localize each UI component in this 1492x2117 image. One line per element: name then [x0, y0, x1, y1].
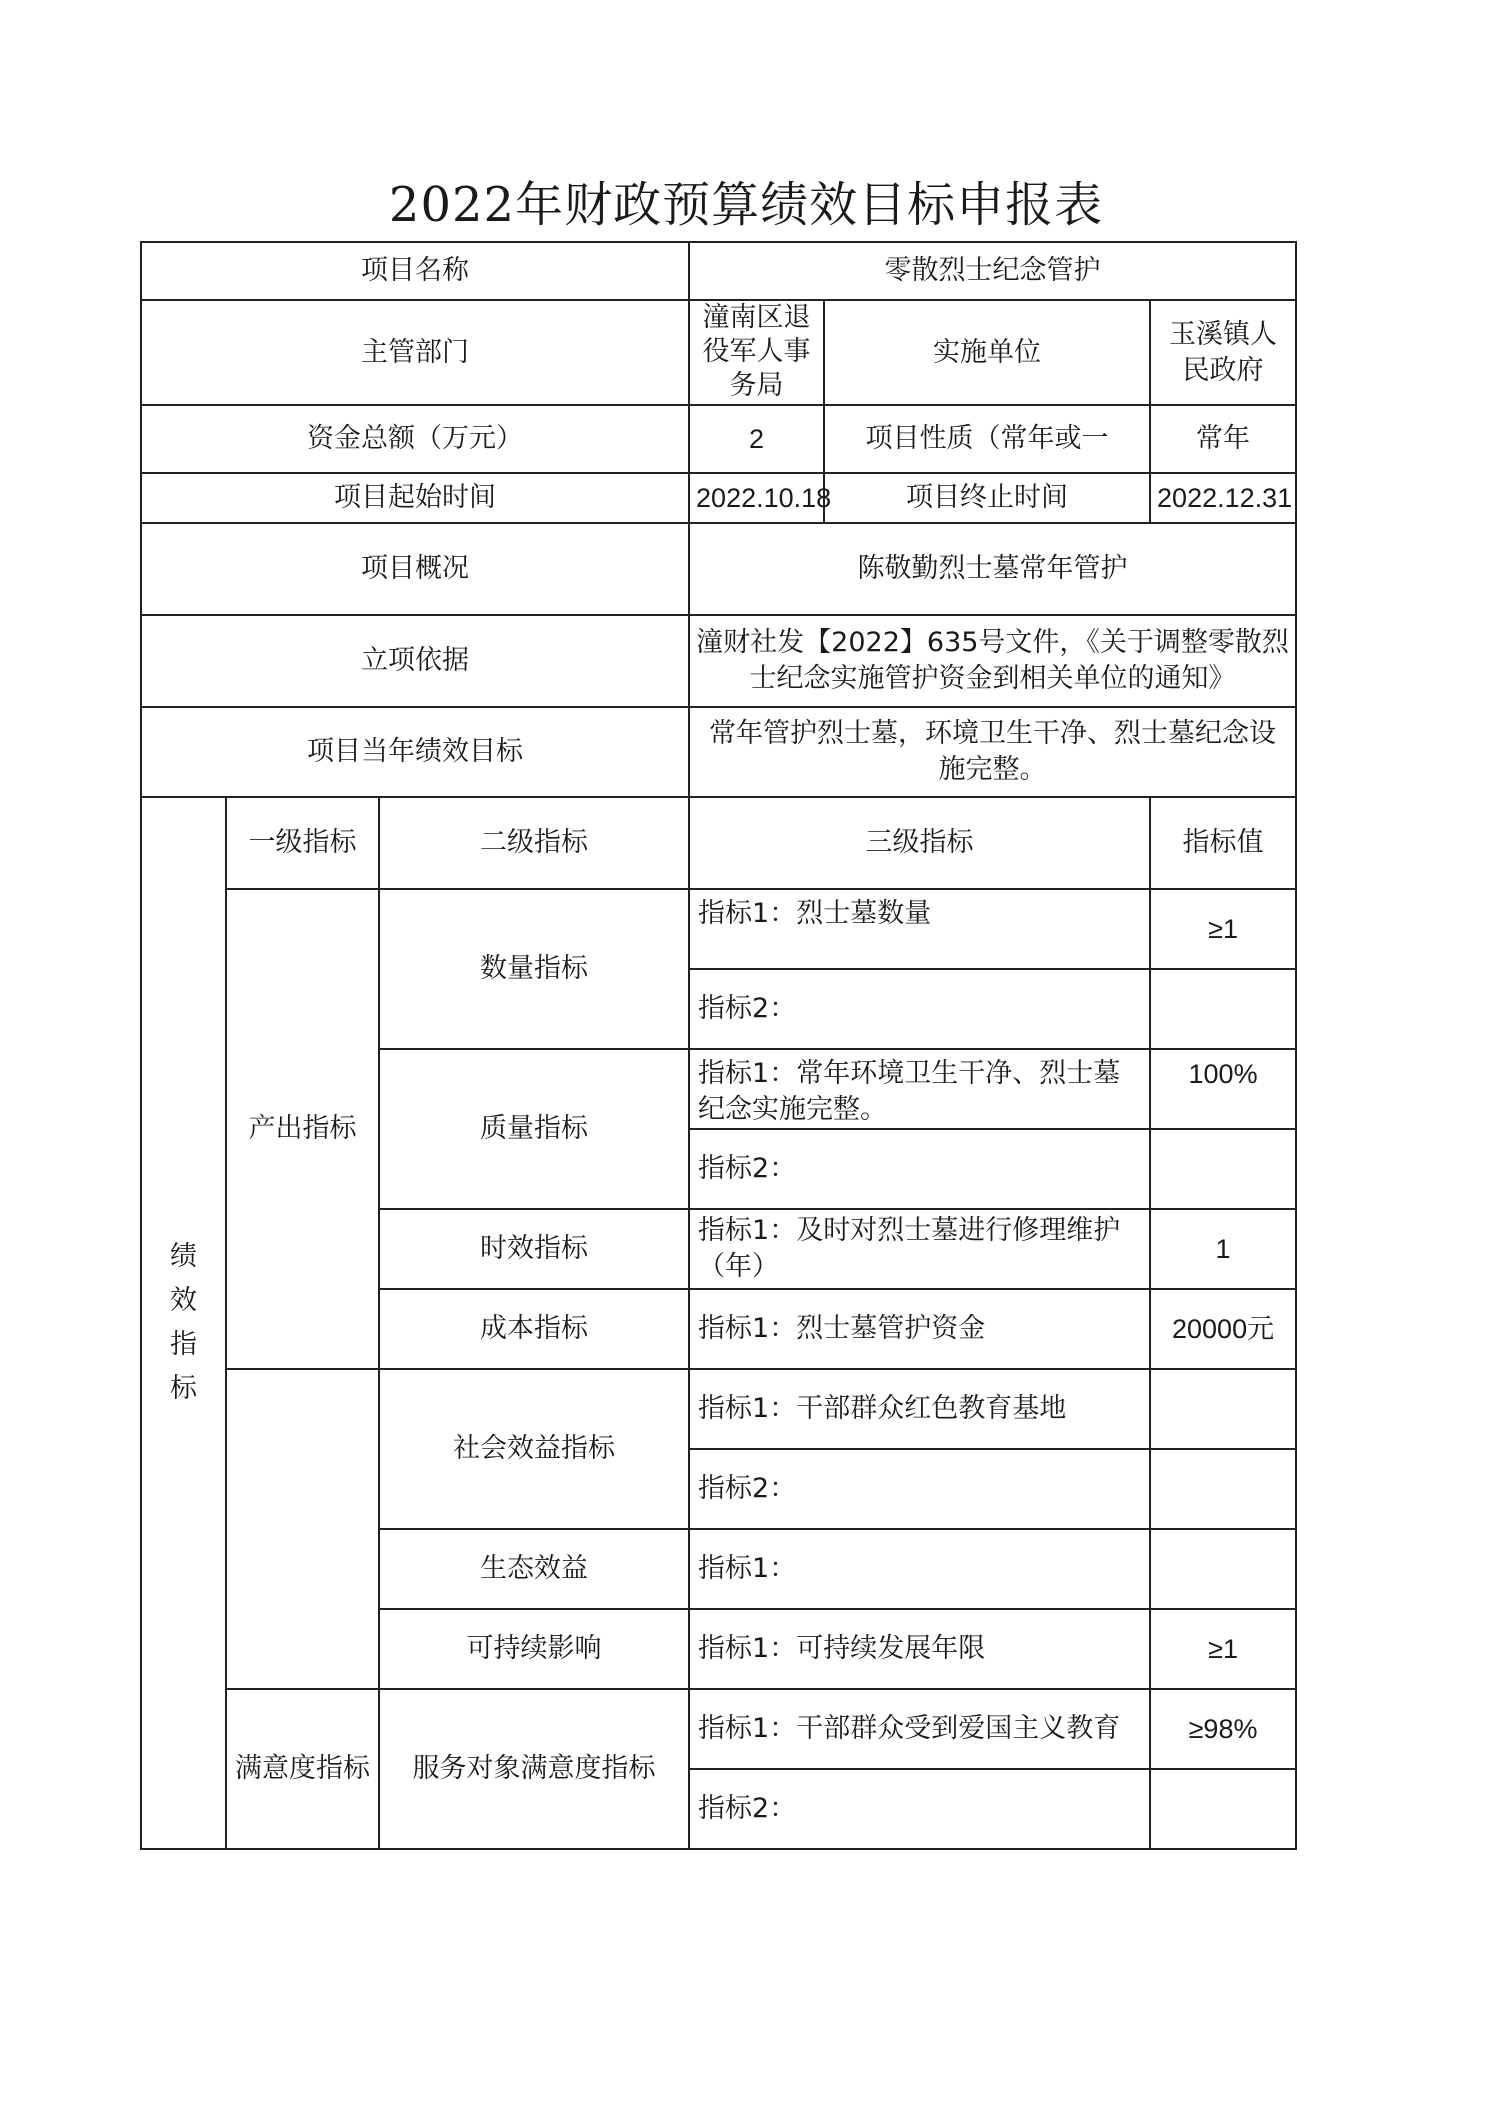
project-name-label: 项目名称: [141, 242, 689, 300]
indicator-text: 指标2：: [689, 969, 1150, 1049]
indicator-value: 20000元: [1150, 1289, 1296, 1369]
fund-row: [141, 405, 1296, 473]
indicator-value: ≥98%: [1150, 1689, 1296, 1769]
table-row: [141, 889, 1296, 969]
quantity-indicator-label: 数量指标: [379, 889, 689, 1049]
goal-value: 常年管护烈士墓，环境卫生干净、烈士墓纪念设施完整。: [689, 707, 1296, 797]
indicator-value: 100%: [1150, 1049, 1296, 1129]
department-label: 主管部门: [141, 300, 689, 405]
social-benefit-label: 社会效益指标: [379, 1369, 689, 1529]
implementer-value: 玉溪镇人民政府: [1150, 300, 1296, 405]
indicator-value: 1: [1150, 1209, 1296, 1289]
indicator-value: [1150, 969, 1296, 1049]
indicator-text: 指标1：干部群众受到爱国主义教育: [689, 1689, 1150, 1769]
end-label: 项目终止时间: [824, 473, 1150, 523]
indicator-value: [1150, 1369, 1296, 1449]
overview-row: [141, 523, 1296, 615]
project-name-row: [141, 242, 1296, 300]
implementer-label: 实施单位: [824, 300, 1150, 405]
indicator-value: [1150, 1449, 1296, 1529]
timeliness-indicator-label: 时效指标: [379, 1209, 689, 1289]
benefit-indicator-blank: [226, 1369, 379, 1689]
eco-benefit-label: 生态效益: [379, 1529, 689, 1609]
basis-value: 潼财社发【2022】635号文件，《关于调整零散烈士纪念实施管护资金到相关单位的通知》: [689, 615, 1296, 707]
performance-side-label: 绩效指标: [141, 797, 226, 1849]
fund-value: 2: [689, 405, 824, 473]
goal-row: [141, 707, 1296, 797]
start-label: 项目起始时间: [141, 473, 689, 523]
nature-label: 项目性质（常年或一: [824, 405, 1150, 473]
department-value: 潼南区退役军人事务局: [689, 300, 824, 405]
period-row: [141, 473, 1296, 523]
indicator-value: [1150, 1129, 1296, 1209]
indicator-text: 指标2：: [689, 1449, 1150, 1529]
output-indicator-label: 产出指标: [226, 889, 379, 1369]
satisfaction-indicator-label: 满意度指标: [226, 1689, 379, 1849]
service-satisfaction-label: 服务对象满意度指标: [379, 1689, 689, 1849]
end-value: 2022.12.31: [1150, 473, 1296, 523]
indicator-text: 指标1：可持续发展年限: [689, 1609, 1150, 1689]
indicator-text: 指标2：: [689, 1769, 1150, 1849]
indicator-text: 指标1：烈士墓数量: [689, 889, 1150, 969]
indicator-value: ≥1: [1150, 889, 1296, 969]
indicator-header-row: [141, 797, 1296, 889]
table-row: [141, 1689, 1296, 1769]
sustainability-label: 可持续影响: [379, 1609, 689, 1689]
overview-value: 陈敬勤烈士墓常年管护: [689, 523, 1296, 615]
header-level2: 二级指标: [379, 797, 689, 889]
quality-indicator-label: 质量指标: [379, 1049, 689, 1209]
indicator-text: 指标1：干部群众红色教育基地: [689, 1369, 1150, 1449]
nature-value: 常年: [1150, 405, 1296, 473]
page-title: 2022年财政预算绩效目标申报表: [388, 177, 1104, 233]
project-name-value: 零散烈士纪念管护: [689, 242, 1296, 300]
cost-indicator-label: 成本指标: [379, 1289, 689, 1369]
fund-label: 资金总额（万元）: [141, 405, 689, 473]
department-row: [141, 300, 1296, 405]
indicator-value: [1150, 1769, 1296, 1849]
performance-form-table: [140, 241, 1297, 1850]
indicator-text: 指标2：: [689, 1129, 1150, 1209]
table-row: [141, 1369, 1296, 1449]
indicator-text: 指标1：及时对烈士墓进行修理维护（年）: [689, 1209, 1150, 1289]
basis-row: [141, 615, 1296, 707]
indicator-text: 指标1：: [689, 1529, 1150, 1609]
basis-label: 立项依据: [141, 615, 689, 707]
indicator-value: ≥1: [1150, 1609, 1296, 1689]
header-level1: 一级指标: [226, 797, 379, 889]
indicator-value: [1150, 1529, 1296, 1609]
goal-label: 项目当年绩效目标: [141, 707, 689, 797]
header-value: 指标值: [1150, 797, 1296, 889]
start-value: 2022.10.18: [689, 473, 824, 523]
indicator-text: 指标1：常年环境卫生干净、烈士墓纪念实施完整。: [689, 1049, 1150, 1129]
indicator-text: 指标1：烈士墓管护资金: [689, 1289, 1150, 1369]
overview-label: 项目概况: [141, 523, 689, 615]
header-level3: 三级指标: [689, 797, 1150, 889]
